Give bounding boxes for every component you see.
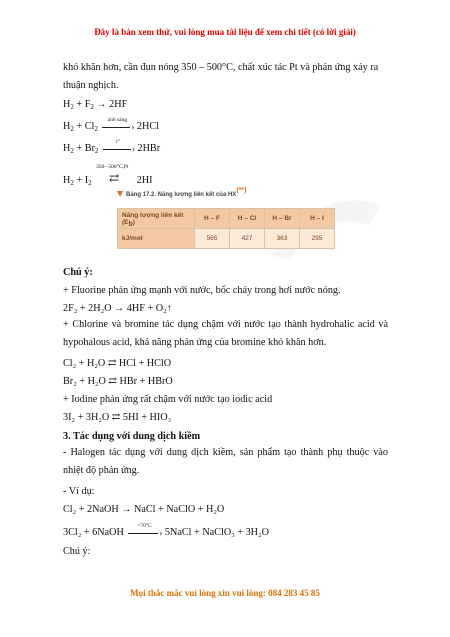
note-bullet-iodine: + Iodine phản ứng rất chậm với nước tạo iodic acid: [63, 394, 273, 405]
table-cell: 363: [265, 229, 300, 249]
equation-cl2-naoh-cold: Cl₂ + 2NaOH → NaCl + NaClO + H₂O: [63, 504, 225, 515]
intro-line-1: khó khăn hơn, cần đun nóng 350 – 500°C, chất xúc tác Pt và phản ứng xảy ra: [63, 62, 379, 73]
equation-h2-i2-condition: 350– 500°C,Pt: [96, 164, 129, 170]
table-cell: 295: [300, 229, 335, 249]
equation-f2-h2o: 2F₂ + 2H₂O → 4HF + O₂↑: [63, 303, 172, 314]
reaction-arrow: t° ›: [101, 143, 135, 155]
triangle-marker-icon: [117, 191, 123, 197]
section-3-text: - Halogen tác dụng với dung dịch kiềm, sản phẩm tạo thành phụ thuộc vào nhiệt độ phản ứng.: [63, 447, 388, 476]
equation-h2-i2: $H_2 + I_2$ ⇄ 2HI: [63, 171, 153, 187]
footer-banner: Mọi thắc mắc vui lòng xin vui lòng: 084 283 45 85: [130, 588, 320, 598]
equation-h2-cl2: $H_2 + Cl_2$ ánh sáng › 2HCl: [63, 116, 159, 133]
note-title: Chú ý:: [63, 267, 93, 278]
header-banner: Đây là bản xem thử, vui lòng mua tài liệu để xem chi tiết (có lời giải): [94, 27, 356, 37]
note-bullet-chlorine-bromine: + Chlorine và bromine tác dụng chậm với nước tạo thành hydrohalic acid và hypohalous acid, khả năng phản ứng của bromine khó khăn hơn.: [63, 319, 388, 348]
equation-cl2-h2o: Cl₂ + H₂O ⇄ HCl + HClO: [63, 358, 172, 369]
equation-h2-f2: $H_2 + F_2 \to 2HF$: [63, 99, 128, 111]
reaction-arrow: ánh sáng ›: [100, 121, 134, 133]
intro-line-2: thuận nghịch.: [63, 80, 119, 91]
equilibrium-arrow: ⇄: [109, 171, 120, 185]
equation-h2-br2: $H_2 + Br_2$ t° › 2HBr: [63, 138, 161, 155]
table-header-cell: H – Cl: [230, 209, 265, 229]
note-2-title: Chú ý:: [63, 546, 91, 557]
table-header-label: Năng lượng liên kết $(E_b)$: [118, 209, 195, 229]
table-header-row: [118, 209, 335, 229]
table-row: [118, 229, 335, 249]
section-3-title: 3. Tác dụng với dung dịch kiềm: [63, 431, 201, 442]
table-title: Bảng 17.2. Năng lượng liên kết của HX(**): [117, 191, 246, 198]
bond-energy-table: [117, 208, 335, 249]
table-header-cell: H – F: [195, 209, 230, 229]
example-label: - Ví dụ:: [63, 486, 95, 497]
equation-br2-h2o: Br₂ + H₂O ⇄ HBr + HBrO: [63, 376, 173, 387]
equation-cl2-naoh-hot: 3Cl₂ + 6NaOH >70°C › 5NaCl + NaClO₃ + 3H₂O: [63, 522, 269, 538]
table-header-cell: H – Br: [265, 209, 300, 229]
note-bullet-fluorine: + Fluorine phản ứng mạnh với nước, bốc cháy trong hơi nước nóng.: [63, 285, 341, 296]
table-row-label: kJ/mol: [118, 229, 195, 249]
table-cell: 565: [195, 229, 230, 249]
table-header-cell: H – I: [300, 209, 335, 229]
reaction-arrow: >70°C ›: [126, 527, 162, 539]
table-cell: 427: [230, 229, 265, 249]
equation-i2-h2o: 3I₂ + 3H₂O ⇄ 5HI + HIO₃: [63, 412, 172, 423]
